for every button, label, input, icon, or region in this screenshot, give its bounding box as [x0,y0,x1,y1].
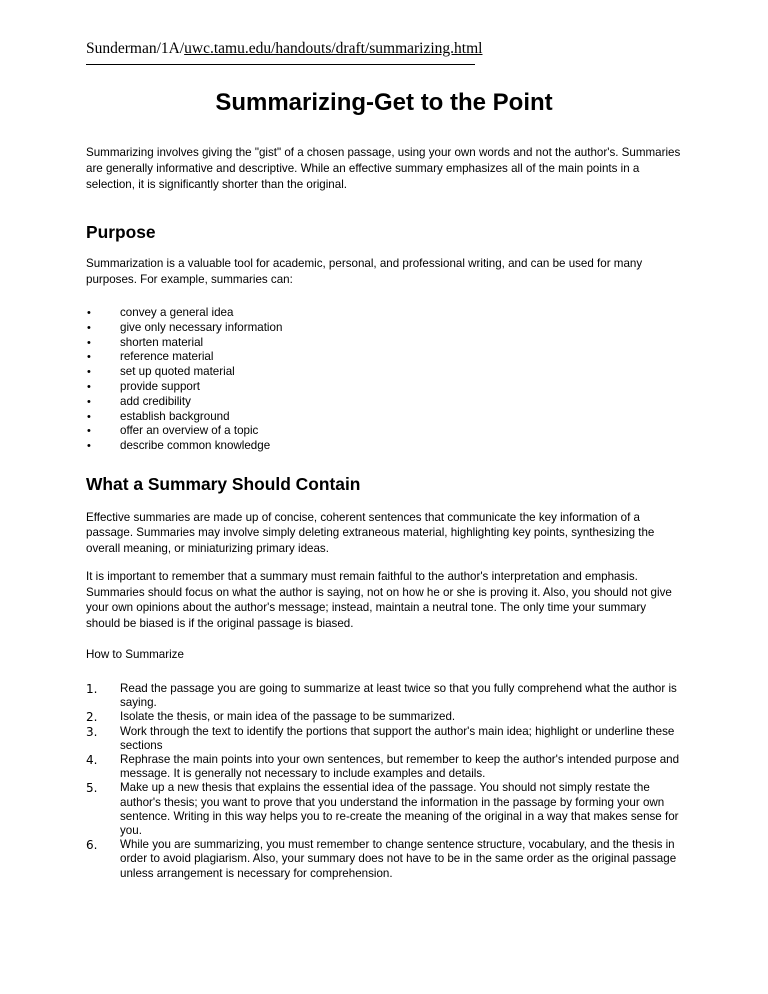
howto-steps [86,682,682,881]
step-number: 5. [86,781,98,796]
list-item-text: describe common knowledge [120,439,271,453]
step-number: 4. [86,752,98,767]
bullet-icon: • [87,366,91,379]
list-item [86,350,682,365]
list-item [86,410,682,425]
step-item [86,781,682,838]
purpose-list [86,306,682,454]
purpose-paragraph: Summarization is a valuable tool for academic, personal, and professional writing, and can be used for many purposes. For example, summaries can: [86,257,643,286]
step-item [86,753,682,781]
page-title: Summarizing-Get to the Point [215,89,553,116]
list-item [86,395,682,410]
step-text: While you are summarizing, you must remember to change sentence structure, vocabulary, and the thesis in order to avoid plagiarism. Also, your summary does not have to be in the same order as the original passage unless arrangement is necessary for comprehension. [120,838,677,880]
purpose-heading: Purpose [86,222,156,242]
step-text: Make up a new thesis that explains the essential idea of the passage. You should not simply restate the author's thesis; you want to prove that you understand the information in the passage by forming your own sentence. Writing in this way helps you to re-create the meaning of the original in a way that makes sense for you. [120,781,679,837]
list-item-text: establish background [120,409,230,423]
bullet-icon: • [87,380,91,393]
list-item-text: set up quoted material [120,365,235,379]
bullet-icon: • [87,321,91,334]
list-item-text: reference material [120,350,214,364]
contain-paragraph-2: It is important to remember that a summary must remain faithful to the author's interpretation and emphasis. Summaries should focus on what the author is saying, not on how he or she is proving it. Also, you should not give your own opinions about the author's message; instead, maintain a neutral tone. The only time your summary should be biased is if the original passage is biased. [86,570,672,630]
bullet-icon: • [87,395,91,408]
intro-paragraph: Summarizing involves giving the "gist" of a chosen passage, using your own words and not the author's. Summaries are generally informative and descriptive. While an effective summary emphasizes all of the main points in a selection, it is significantly shorter than the original. [86,146,681,191]
list-item [86,336,682,351]
step-text: Read the passage you are going to summarize at least twice so that you fully comprehend what the author is saying. [120,681,677,710]
list-item-text: shorten material [120,335,204,349]
bullet-icon: • [87,410,91,423]
list-item-text: add credibility [120,394,191,408]
step-number: 2. [86,710,98,725]
header-rule [86,64,475,65]
list-item [86,380,682,395]
step-item [86,710,682,724]
list-item [86,439,682,454]
list-item-text: convey a general idea [120,306,234,319]
list-item [86,321,682,336]
bullet-icon: • [87,425,91,438]
list-item-text: give only necessary information [120,320,283,334]
step-item [86,682,682,710]
header-url: uwc.tamu.edu/handouts/draft/summarizing.html [184,40,483,57]
step-item [86,725,682,753]
header-prefix: Sunderman/1A/ [86,40,185,57]
step-text: Work through the text to identify the portions that support the author's main idea; highlight or underline these sections [120,724,675,752]
list-item [86,424,682,439]
step-number: 6. [86,838,98,853]
bullet-icon: • [87,307,91,319]
page-header [86,40,482,58]
contain-paragraph-1: Effective summaries are made up of concise, coherent sentences that communicate the key information of a passage. Summaries may involve simply deleting extraneous material, highlighting key points, synthesizing the overall meaning, or miniaturizing primary ideas. [86,510,655,555]
list-item [86,365,682,380]
step-number: 1. [86,681,98,696]
list-item [86,306,682,321]
list-item-text: offer an overview of a topic [120,424,259,438]
list-item-text: provide support [120,379,200,393]
bullet-icon: • [87,351,91,364]
step-text: Rephrase the main points into your own sentences, but remember to keep the author's intended purpose and message. It is generally not necessary to include examples and details. [120,752,680,781]
step-text: Isolate the thesis, or main idea of the passage to be summarized. [120,710,456,724]
step-number: 3. [86,724,98,739]
bullet-icon: • [87,336,91,349]
howto-label: How to Summarize [86,648,184,662]
contain-heading: What a Summary Should Contain [86,473,361,494]
bullet-icon: • [87,440,91,453]
document-body [86,88,682,881]
step-item [86,838,682,881]
